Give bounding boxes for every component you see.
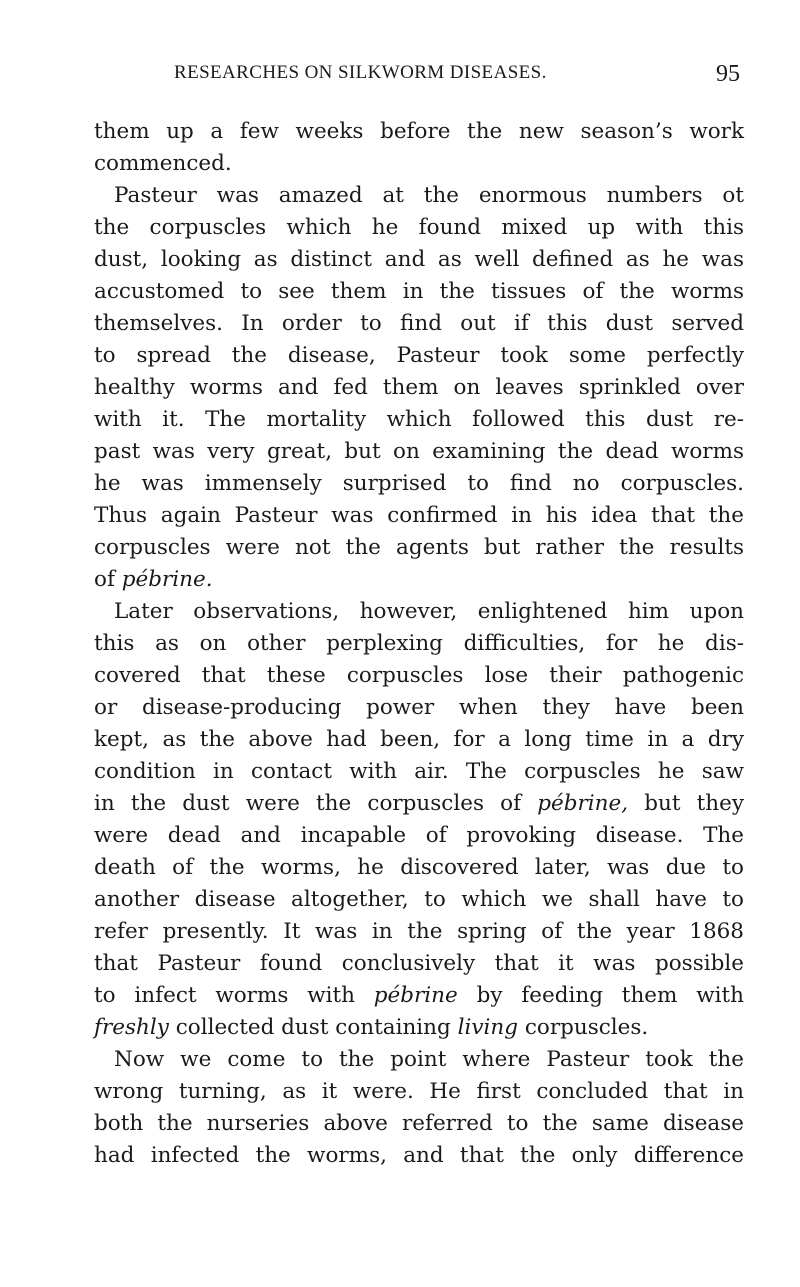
- text-line: [94, 788, 744, 820]
- text-line: Now we come to the point where Pasteur took the: [114, 1047, 744, 1072]
- text-line: Thus again Pasteur was confirmed in his idea that the: [94, 503, 744, 528]
- text-line: Later observations, however, enlightened him upon: [114, 599, 744, 624]
- text-line: both the nurseries above referred to the same disease: [94, 1111, 744, 1136]
- text-line: wrong turning, as it were. He first concluded that in: [94, 1079, 744, 1104]
- text-line: dust, looking as distinct and as well defined as he was: [94, 247, 744, 272]
- text-line: Pasteur was amazed at the enormous numbers ot: [114, 183, 744, 208]
- text-line: were dead and incapable of provoking disease. The: [94, 823, 744, 848]
- text-line: he was immensely surprised to find no corpuscles.: [94, 471, 744, 496]
- text-line: accustomed to see them in the tissues of the worms: [94, 279, 744, 304]
- italic-term: pébrine: [373, 983, 458, 1008]
- text-line: or disease-producing power when they have been: [94, 695, 744, 720]
- text-line: commenced.: [94, 151, 232, 176]
- text-line: refer presently. It was in the spring of the year 1868: [94, 919, 744, 944]
- text-run: to infect worms with: [94, 983, 374, 1008]
- text-line: kept, as the above had been, for a long time in a dry: [94, 727, 744, 752]
- page-number: 95: [716, 61, 740, 87]
- text-line: themselves. In order to find out if this dust served: [94, 311, 744, 336]
- text-run: but they: [628, 791, 744, 816]
- running-title: RESEARCHES ON SILKWORM DISEASES.: [174, 62, 547, 83]
- text-run: in the dust were the corpuscles of: [94, 791, 538, 816]
- text-line: [94, 564, 744, 596]
- italic-term: living: [457, 1015, 519, 1040]
- text-line: [94, 1012, 744, 1044]
- text-run: of: [94, 567, 122, 592]
- text-line: corpuscles were not the agents but rather the results: [94, 535, 744, 560]
- text-line: covered that these corpuscles lose their pathogenic: [94, 663, 744, 688]
- italic-term: freshly: [94, 1015, 169, 1040]
- text-line: to spread the disease, Pasteur took some perfectly: [94, 343, 744, 368]
- text-line: had infected the worms, and that the only difference: [94, 1143, 744, 1168]
- text-line: death of the worms, he discovered later, was due to: [94, 855, 744, 880]
- text-run: collected dust containing: [168, 1015, 458, 1040]
- italic-term: pébrine.: [121, 567, 213, 592]
- text-run: by feeding them with: [457, 983, 744, 1008]
- running-head: [94, 62, 740, 92]
- body-text: [94, 116, 744, 1172]
- text-line: that Pasteur found conclusively that it was possible: [94, 951, 744, 976]
- text-line: with it. The mortality which followed this dust re-: [94, 407, 744, 432]
- text-line: this as on other perplexing difficulties, for he dis-: [94, 631, 744, 656]
- text-line: the corpuscles which he found mixed up with this: [94, 215, 744, 240]
- text-line: another disease altogether, to which we shall have to: [94, 887, 744, 912]
- text-line: [94, 980, 744, 1012]
- text-line: them up a few weeks before the new season’s work: [94, 119, 744, 144]
- italic-term: pébrine,: [537, 791, 629, 816]
- text-line: past was very great, but on examining the dead worms: [94, 439, 744, 464]
- text-run: corpuscles.: [518, 1015, 649, 1040]
- text-line: condition in contact with air. The corpuscles he saw: [94, 759, 744, 784]
- text-line: healthy worms and fed them on leaves sprinkled over: [94, 375, 744, 400]
